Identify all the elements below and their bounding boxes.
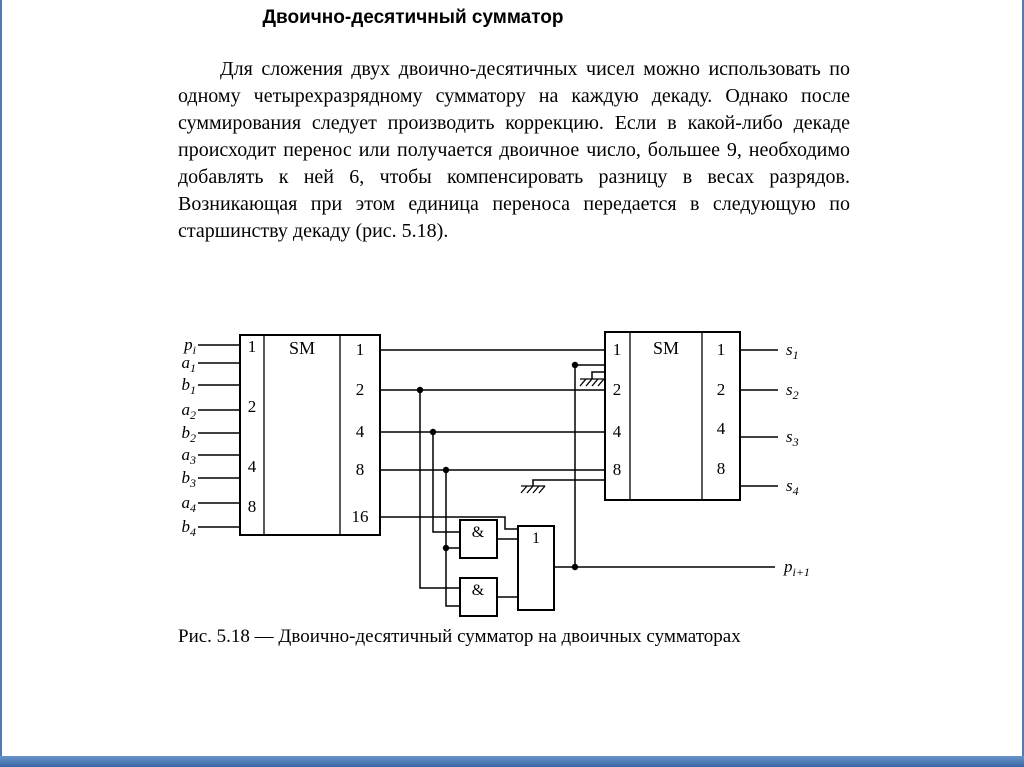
and-gate-2-label: & <box>471 582 485 599</box>
adder1-out-weight: 16 <box>351 507 369 526</box>
bottom-bar <box>0 756 1024 767</box>
adder1-in-weight: 8 <box>247 497 257 516</box>
adder1-block <box>240 335 380 535</box>
adder2-block <box>605 332 740 500</box>
input-label-a4: $a_4$ <box>181 493 196 515</box>
input-label-b1: $b_1$ <box>181 375 196 397</box>
and-gate-2 <box>460 578 497 616</box>
adder2-in-weight: 2 <box>612 380 622 399</box>
figure-diagram <box>0 325 1024 625</box>
adder2-in-weight: 4 <box>612 422 622 441</box>
input-label-pi: $p_i$ <box>184 335 196 357</box>
input-label-b2: $b_2$ <box>181 423 196 445</box>
adder1-out-weight: 8 <box>355 460 365 479</box>
output-label-s1: $s_1$ <box>786 340 799 362</box>
output-label-s4: $s_4$ <box>786 476 799 498</box>
output-labels <box>783 340 810 579</box>
adder2-in-weight: 8 <box>612 460 622 479</box>
body-paragraph: Для сложения двух двоично-десятичных чисел можно использовать по одному четырехразрядному сумматору на каждую декаду. Однако после суммирования следует производить коррекцию. Если в какой-либо декаде происходит перенос или получается двоичное число, большее 9, необходимо добавлять к ней 6, чтобы компенсировать разницу в весах разрядов. Возникающая при этом единица переноса передается в следующую по старшинству декаду (рис. 5.18). <box>178 58 850 242</box>
adder1-in-weight: 1 <box>247 337 257 356</box>
figure-caption: Рис. 5.18 — Двоично-десятичный сумматор на двоичных сумматорах <box>178 626 741 647</box>
left-edge <box>0 0 2 767</box>
and-gate-1-label: & <box>471 524 485 541</box>
adder1-out-weight: 1 <box>355 340 365 359</box>
adder2-out-weight: 1 <box>716 340 726 359</box>
adder1-in-weight: 4 <box>247 457 257 476</box>
or-gate <box>518 526 554 610</box>
input-label-a3: $a_3$ <box>181 445 196 467</box>
adder2-out-weight: 8 <box>716 459 726 478</box>
input-label-a2: $a_2$ <box>181 400 196 422</box>
output-label-s2: $s_2$ <box>786 380 799 402</box>
adder1-in-weight: 2 <box>247 397 257 416</box>
ground-symbol-bottom <box>521 486 545 493</box>
and-gate-1 <box>460 520 497 558</box>
ground-symbol-top <box>580 379 604 386</box>
adder2-in-weight: 1 <box>612 340 622 359</box>
adder2-out-weight: 2 <box>716 380 726 399</box>
adder2-out-weight: 4 <box>716 419 726 438</box>
page-title: Двоично-десятичный сумматор <box>262 7 564 28</box>
adder2-name: SM <box>652 338 680 358</box>
input-labels <box>182 335 197 539</box>
output-label-s3: $s_3$ <box>786 427 799 449</box>
or-gate-label: 1 <box>532 530 540 547</box>
input-label-a1: $a_1$ <box>181 353 196 375</box>
output-label-carry: $p_{i+1}$ <box>784 557 810 579</box>
input-label-b4: $b_4$ <box>181 517 196 539</box>
adder1-name: SM <box>288 338 316 358</box>
adder1-out-weight: 4 <box>355 422 365 441</box>
adder1-out-weight: 2 <box>355 380 365 399</box>
input-label-b3: $b_3$ <box>181 468 196 490</box>
